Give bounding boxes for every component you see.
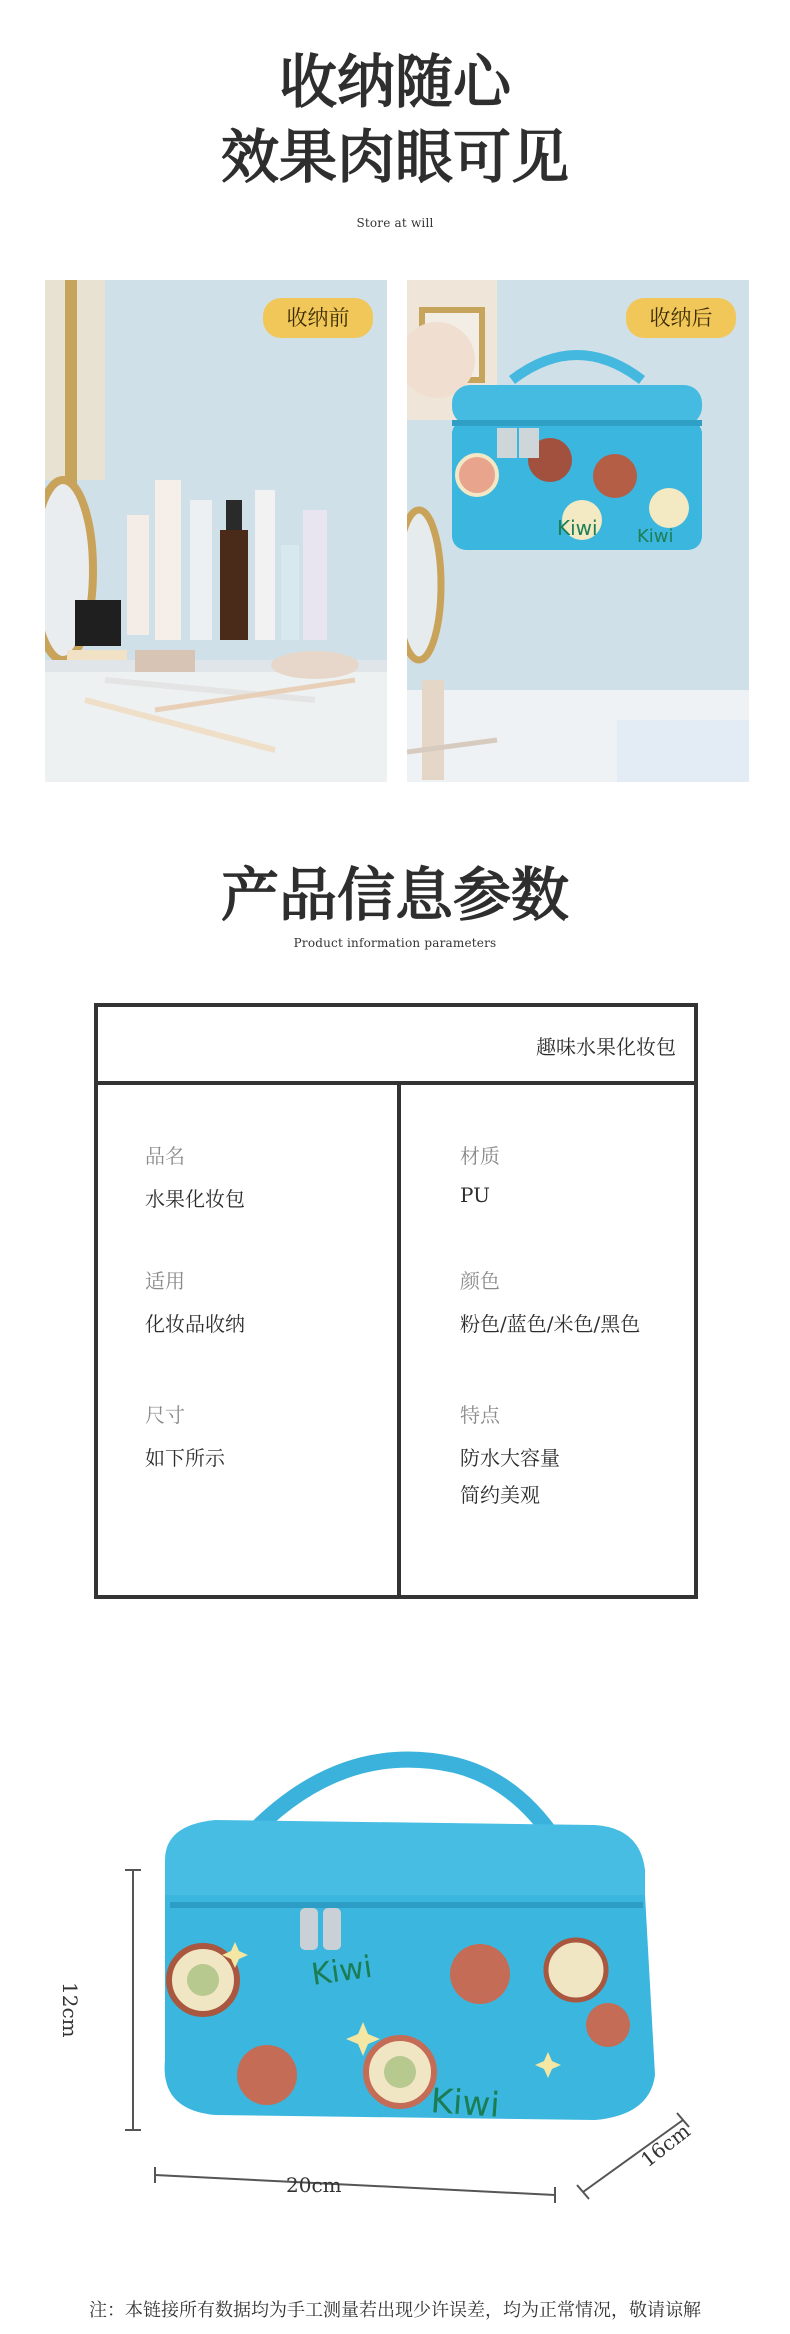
param-label-name: 品名: [145, 1144, 185, 1168]
param-label-size: 尺寸: [145, 1403, 185, 1427]
headline-subtitle: Store at will: [356, 216, 434, 230]
params-table-header: [98, 1007, 694, 1085]
dimension-illustration: [95, 1720, 715, 2240]
param-value-material: PU: [460, 1183, 490, 1207]
dimension-width-label: 20cm: [286, 2173, 342, 2197]
params-table: [94, 1003, 698, 1599]
dimension-bag-text-2: Kiwi: [429, 2081, 501, 2126]
param-value-name: 水果化妆包: [145, 1187, 245, 1211]
params-table-header-text: 趣味水果化妆包: [536, 1035, 676, 1059]
param-label-use: 适用: [145, 1269, 185, 1293]
headline-line-2: 效果肉眼可见: [220, 123, 569, 191]
before-photo: [45, 280, 387, 782]
params-table-divider: [397, 1081, 401, 1599]
footer-note: 注：本链接所有数据均为手工测量若出现少许误差，均为正常情况，敬请谅解: [89, 2300, 701, 2321]
param-value-size: 如下所示: [145, 1446, 225, 1470]
dimension-depth-label: 16cm: [636, 2118, 695, 2172]
params-title: 产品信息参数: [220, 861, 569, 929]
dimension-bag-text-1: Kiwi: [309, 1949, 375, 1993]
headline-line-1: 收纳随心: [278, 48, 511, 116]
param-value-feature-2: 简约美观: [460, 1483, 540, 1507]
bag-dimension-svg: [95, 1720, 715, 2240]
dimension-height-label: 12cm: [58, 1982, 82, 2038]
before-tag: 收纳前: [263, 298, 373, 338]
param-label-material: 材质: [460, 1144, 500, 1168]
param-value-use: 化妆品收纳: [145, 1312, 245, 1336]
params-subtitle: Product information parameters: [293, 936, 497, 950]
param-value-color: 粉色/蓝色/米色/黑色: [460, 1312, 641, 1336]
param-value-feature-1: 防水大容量: [460, 1446, 560, 1470]
param-label-color: 颜色: [460, 1269, 500, 1293]
after-photo: [407, 280, 749, 782]
after-bag-text-1: Kiwi: [557, 516, 598, 540]
after-tag: 收纳后: [626, 298, 736, 338]
param-label-feature: 特点: [460, 1403, 500, 1427]
after-bag-text-2: Kiwi: [637, 526, 674, 547]
after-photo-illustration: [407, 280, 749, 782]
before-photo-illustration: [45, 280, 387, 782]
